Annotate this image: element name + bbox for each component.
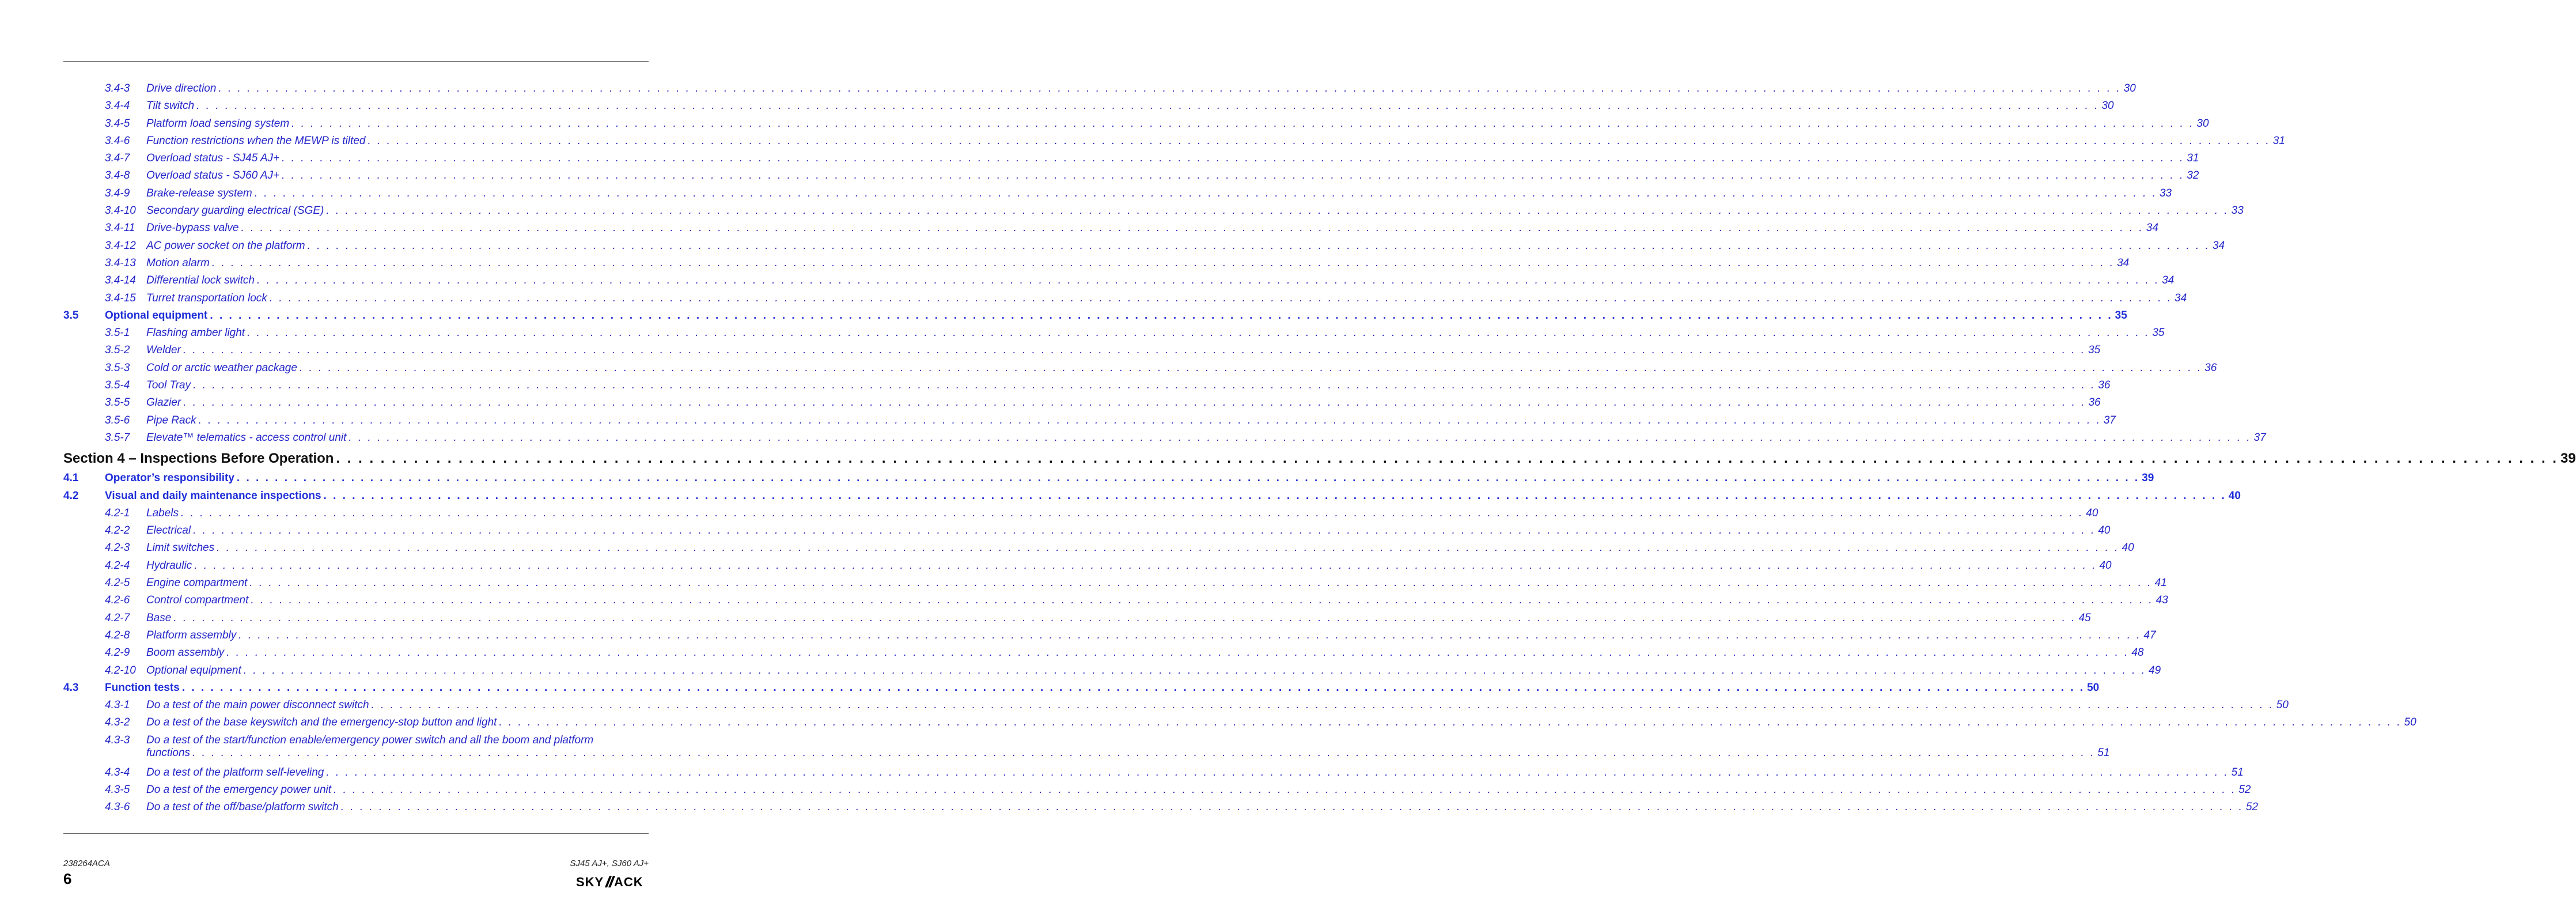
toc-entry-title: Do a test of the base keyswitch and the emergency-stop button and light xyxy=(146,716,497,729)
toc-entry-page: 36 xyxy=(2098,379,2111,392)
toc-entry-title-block xyxy=(146,524,2111,537)
toc-entry[interactable] xyxy=(63,395,2101,412)
toc-entry-page: 33 xyxy=(2159,187,2172,199)
dot-leader: . . . . . . . . . . . . . . . . . . . . . . . . . . . . . . . . . . . . . . . . . . . . . . . . . . . . . . . . . . . . . . . . . . . . . . . . . . . . . . . . . . . . . . . . . . . . . . . . . . . . . . . . . . . . . . . . . . . . . . . . . . . . . . . . . . . . . . . . . . . . . . . . . . . . . . . . . . . . . . . . . . . . . . . . . . . . . . . . . . . . . . . . . . . . . . . . . . . . . . . . xyxy=(247,327,2150,339)
toc-entry-title-block xyxy=(146,507,2098,520)
toc-entry-title: Function restrictions when the MEWP is tilted xyxy=(146,134,366,147)
toc-entry-page: 50 xyxy=(2276,699,2289,712)
dot-leader: . . . . . . . . . . . . . . . . . . . . . . . . . . . . . . . . . . . . . . . . . . . . . . . . . . . . . . . . . . . . . . . . . . . . . . . . . . . . . . . . . . . . . . . . . . . . . . . . . . . . . . . . . . . . . . . . . . . . . . . . . . . . . . . . . . . . . . . . . . . . . . . . . . . . . . . . . . . . . . . . . . . . . . . . . . . . . . . . . . . . . . . . . . . . . . . . . . . . . . . . xyxy=(299,361,2203,374)
dot-leader: . . . . . . . . . . . . . . . . . . . . . . . . . . . . . . . . . . . . . . . . . . . . . . . . . . . . . . . . . . . . . . . . . . . . . . . . . . . . . . . . . . . . . . . . . . . . . . . . . . . . . . . . . . . . . . . . . . . . . . . . . . . . . . . . . . . . . . . . . . . . . . . . . . . . . . . . . . . . . . . . . . . . . . . . . . . . . . . . . . . . . . . . . . . . . . . . . . . . . . . . xyxy=(291,117,2195,130)
toc-entry-title: Control compartment xyxy=(146,594,249,607)
dot-leader: . . . . . . . . . . . . . . . . . . . . . . . . . . . . . . . . . . . . . . . . . . . . . . . . . . . . . . . . . . . . . . . . . . . . . . . . . . . . . . . . . . . . . . . . . . . . . . . . . . . . . . . . . . . . . . . . . . . . . . . . . . . . . . . . . . . . . . . . . . . . . . . . . . . . . . . . . . . . . . . . . . . . . . . . . . . . . . . . . . . . . . . . . . . . . . . . . . . . . . . . xyxy=(181,681,2085,694)
toc-entry[interactable] xyxy=(63,168,2199,185)
toc-entry-title-block xyxy=(146,222,2158,235)
toc-entry-number: 3.5 xyxy=(63,309,79,322)
dot-leader: . . . . . . . . . . . . . . . . . . . . . . . . . . . . . . . . . . . . . . . . . . . . . . . . . . . . . . . . . . . . . . . . . . . . . . . . . . . . . . . . . . . . . . . . . . . . . . . . . . . . . . . . . . . . . . . . . . . . . . . . . . . . . . . . . . . . . . . . . . . . . . . . . . . . . . . . . . . . . . . . . . . . . . . . . . . . . . . . . . . . . . . . . . . . . . . . . . . . . . . . xyxy=(307,239,2210,252)
toc-entry-page: 51 xyxy=(2097,746,2110,759)
toc-entry-page: 30 xyxy=(2101,100,2114,112)
toc-entry[interactable] xyxy=(63,308,2127,325)
toc-entry-title: Operator’s responsibility xyxy=(105,472,234,485)
toc-entry-title-block xyxy=(146,117,2209,130)
dot-leader: . . . . . . . . . . . . . . . . . . . . . . . . . . . . . . . . . . . . . . . . . . . . . . . . . . . . . . . . . . . . . . . . . . . . . . . . . . . . . . . . . . . . . . . . . . . . . . . . . . . . . . . . . . . . . . . . . . . . . . . . . . . . . . . . . . . . . . . . . . . . . . . . . . . . . . . . . . . . . . . . . . . . . . . . . . . . . . . . . . . . . . . . . . . . . . . . . . . . . . . . xyxy=(236,472,2140,485)
toc-entry-page: 32 xyxy=(2187,169,2199,182)
toc-entry[interactable] xyxy=(63,255,2130,273)
dot-leader: . . . . . . . . . . . . . . . . . . . . . . . . . . . . . . . . . . . . . . . . . . . . . . . . . . . . . . . . . . . . . . . . . . . . . . . . . . . . . . . . . . . . . . . . . . . . . . . . . . . . . . . . . . . . . . . . . . . . . . . . . . . . . . . . . . . . . . . . . . . . . . . . . . . . . . . . . . . . . . . . . . . . . . . . . . . . . . . . . . . . . . . . . . . . . . . . . . . . . . . . xyxy=(371,699,2274,712)
toc-entry-page: 50 xyxy=(2087,681,2100,694)
dot-leader: . . . . . . . . . . . . . . . . . . . . . . . . . . . . . . . . . . . . . . . . . . . . . . . . . . . . . . . . . . . . . . . . . . . . . . . . . . . . . . . . . . . . . . . . . . . . . . . . . . . . . . . . . . . . . . . . . . . . . . . . . . . . . . . . . . . . . . . . . . . . . . . . . . . . . . . . . . . . . . . . . . . . . . . . . . . . . . . . . . . . . . . . . . . . . . . . . . . . . . . . xyxy=(499,716,2402,729)
toc-entry-title-block xyxy=(146,734,2110,759)
dot-leader: . . . . . . . . . . . . . . . . . . . . . . . . . . . . . . . . . . . . . . . . . . . . . . . . . . . . . . . . . . . . . . . . . . . . . . . . . . . . . . . . . . . . . . . . . . . . . . . . . . . . . . . . . . . . . . . . . . . . . . . . . . . . . . . . . . . . . . . . . . . . . . . . . . . . . . . . . . . . . . . . . . . . . . . . . . . . . . . . . . . . . . . . . . . . . . . . . . . . . . . . xyxy=(226,647,2130,659)
toc-entry-title: Section 4 – Inspections Before Operation xyxy=(63,451,334,467)
toc-entry-title: Base xyxy=(146,611,172,624)
dot-leader: . . . . . . . . . . . . . . . . . . . . . . . . . . . . . . . . . . . . . . . . . . . . . . . . . . . . . . . . . . . . . . . . . . . . . . . . . . . . . . . . . . . . . . . . . . . . . . . . . . . . . . . . . . . . . . . . . . . . . . . . . . . . . . . . . . . . . . . . . . . . . . . . . . . . . . . . . . . . . . . . . . . . . . . . . . . . . . . . . . . . . . . . . . . . . . . . . . . . . . . . xyxy=(218,82,2122,95)
toc-entry-number: 3.4-9 xyxy=(105,187,130,199)
toc-entry-page: 47 xyxy=(2143,629,2156,641)
toc-entry[interactable] xyxy=(63,523,2111,540)
toc-entry-number: 3.4-12 xyxy=(105,239,136,252)
toc-entry[interactable] xyxy=(63,325,2165,342)
dot-leader: . . . . . . . . . . . . . . . . . . . . . . . . . . . . . . . . . . . . . . . . . . . . . . . . . . . . . . . . . . . . . . . . . . . . . . . . . . . . . . . . . . . . . . . . . . . . . . . . . . . . . . . . . . . . . . . . . . . . . . . . . . . . . . . . . . . . . . . . . . . . . . . . . . . . . . . . . . . . . . . . . . . . . . . . . . . . . . . . . . . . . . . . . . . . . . . . . . . . . . . . xyxy=(251,594,2154,607)
dot-leader: . . . . . . . . . . . . . . . . . . . . . . . . . . . . . . . . . . . . . . . . . . . . . . . . . . . . . . . . . . . . . . . . . . . . . . . . . . . . . . . . . . . . . . . . . . . . . . . . . . . . . . . . . . . . . . . . . . . . . . . . . . . . . . . . . . . . . . . . . . . . . . . . . . . . . . . . . . . . . . . . . . . . . . . . . . . . . . . . . . . . . . . . . . . . . . . . . . . . . . . . xyxy=(256,274,2160,287)
toc-entry-number: 4.2-3 xyxy=(105,542,130,554)
toc-entry[interactable] xyxy=(63,203,2244,220)
toc-entry-page: 31 xyxy=(2187,152,2199,165)
toc-entry-page: 50 xyxy=(2404,716,2416,729)
toc-entry-title-block xyxy=(105,472,2154,485)
toc-entry-title-block xyxy=(146,594,2168,607)
toc-entry-number: 4.2 xyxy=(63,489,79,502)
toc-entry-page: 40 xyxy=(2099,559,2112,572)
toc-entry-number: 3.4-8 xyxy=(105,169,130,182)
dot-leader: . . . . . . . . . . . . . . . . . . . . . . . . . . . . . . . . . . . . . . . . . . . . . . . . . . . . . . . . . . . . . . . . . . . . . . . . . . . . . . . . . . . . . . . . . . . . . . . . . . . . . . . . . . . . . . . . . . . . . . . . . . . . . . . . . . . . . . . . . . . . . . . . . . . . . . . . . . . . . . . . . . . . . . . . . . . . . . . . . . . . . . . . . . . . . . . . . . . . . . . . xyxy=(243,664,2147,677)
svg-text:SKY: SKY xyxy=(576,875,604,889)
toc-entry-page: 34 xyxy=(2117,256,2130,269)
toc-entry-title-block xyxy=(105,489,2241,502)
toc-entry[interactable] xyxy=(63,470,2154,488)
toc-entry[interactable] xyxy=(63,116,2209,133)
dot-leader: . . . . . . . . . . . . . . . . . . . . . . . . . . . . . . . . . . . . . . . . . . . . . . . . . . . . . . . . . . . . . . . . . . . . . . . . . . . . . . . . . . . . . . . . . . . . . . . . . . . . . . . . . . . . . . . . . . . . . . . . . . . . . . . . . . . . . . . . . . . . . . . . . . . . . . . . . . . . . . . . . . . . . . . . . . . . . . . . . . . . . . . . . . . . . . . . . . . . . . . . xyxy=(326,766,2229,779)
toc-entry-title: Boom assembly xyxy=(146,647,225,659)
toc-entry-number: 3.4-14 xyxy=(105,274,136,287)
toc-entry-title: Platform load sensing system xyxy=(146,117,290,130)
toc-entry-title: Do a test of the start/function enable/emergency power switch and all the boom and platform xyxy=(146,734,594,746)
toc-entry-title: Tilt switch xyxy=(146,100,195,112)
toc-entry-title: Optional equipment xyxy=(146,664,241,677)
toc-entry-number: 3.5-4 xyxy=(105,379,130,392)
toc-entry[interactable] xyxy=(63,449,2576,470)
table-of-contents xyxy=(63,81,2576,817)
toc-entry-title: Drive-bypass valve xyxy=(146,222,239,235)
toc-entry-title: Labels xyxy=(146,507,179,519)
toc-entry-title: Glazier xyxy=(146,396,181,409)
dot-leader: . . . . . . . . . . . . . . . . . . . . . . . . . . . . . . . . . . . . . . . . . . . . . . . . . . . . . . . . . . . . . . . . . . . . . . . . . . . . . . . . . . . . . . . . . . . . . . . . . . . . . . . . . . . . . . . . . . . . . . . . . . . . . . . . . . . . . . . . . . . . . . . . . . . . . . . . . . . . . . . . . . . . . . . . . . . . . . . . . . . . . . . . . . . . . . . . . . . . . . . . xyxy=(198,414,2101,426)
toc-entry-title: Electrical xyxy=(146,524,191,537)
toc-entry-title: Differential lock switch xyxy=(146,274,255,287)
toc-entry[interactable] xyxy=(63,715,2416,732)
toc-entry-page: 35 xyxy=(2152,327,2165,339)
toc-entry-page: 40 xyxy=(2122,542,2134,554)
toc-entry-title-block xyxy=(146,274,2175,287)
toc-entry-title-block xyxy=(146,611,2091,625)
dot-leader: . . . . . . . . . . . . . . . . . . . . . . . . . . . . . . . . . . . . . . . . . . . . . . . . . . . . . . . . . . . . . . . . . . . . . . . . . . . . . . . . . . . . . . . . . . . . . . . . . . . . . . . . . . . . . . . . . . . . . . . . . . . . . . . . . . . . . . . . . . . . . . . . . . . . . . . . . . . . . . . . . . . . . . . . . . . . . . . . . . . . . . . . . . . . . . . . . . . . . . . . xyxy=(183,396,2086,409)
footer-rule xyxy=(63,833,649,834)
toc-entry-number: 3.4-7 xyxy=(105,152,130,165)
dot-leader: . . . . . . . . . . . . . . . . . . . . . . . . . . . . . . . . . . . . . . . . . . . . . . . . . . . . . . . . . . . . . . . . . . . . . . . . . . . . . . . . . . . . . . . . . . . . . . . . . . . . . . . . . . . . . . . . . . . . . . . . . . . . . . . . . . . . . . . . . . . . . . . . . . . . . . . . . . . . . . . . . . . . . . . . . . . . . . . . . . . . . . . . . . . . . . . . . . . . . . . . xyxy=(173,611,2077,624)
toc-entry-title: Platform assembly xyxy=(146,629,237,641)
toc-entry-title-block xyxy=(146,256,2130,270)
toc-entry-page: 51 xyxy=(2231,766,2244,779)
toc-entry-page: 40 xyxy=(2086,507,2098,519)
toc-entry[interactable] xyxy=(63,273,2175,290)
toc-entry-title-block xyxy=(146,431,2266,444)
dot-leader: . . . . . . . . . . . . . . . . . . . . . . . . . . . . . . . . . . . . . . . . . . . . . . . . . . . . . . . . . . . . . . . . . . . . . . . . . . . . . . . . . . . . . . . . . . . . . . . . . . . . . . . . . . . . . . . . . . . . . . . . . . . . . . . . . . . . . . . . . . . . . . . . . . . . . . . . . . . . . . . . . . . . . . . . . . . . . . . . . . . . . . . . . . . . . . . . . . . . . . . . xyxy=(192,746,2096,759)
toc-entry-page: 37 xyxy=(2253,431,2266,444)
toc-entry-title: Drive direction xyxy=(146,82,217,95)
toc-entry-title-block xyxy=(146,327,2165,339)
toc-entry-title: Overload status - SJ60 AJ+ xyxy=(146,169,280,182)
dot-leader: . . . . . . . . . . . . . . . . . . . . . . . . . . . . . . . . . . . . . . . . . . . . . . . . . . . . . . . . . . . . . . . . . . . . . . . . . . . . . . . . . . . . . . . . . . . . . . . . . . . . . . . . . . . . . . . . . . . . . . . . . . . . . . . . . . . . . . . . . . . . . . . . . . . . . . . . . . . . . . . . . . . . . . . . . . . . . . . . . . . . . . . . . . . . . . . . . . . . . . . . xyxy=(241,222,2144,235)
toc-entry-title-block xyxy=(105,681,2100,694)
toc-entry[interactable] xyxy=(63,610,2091,628)
dot-leader: . . . . . . . . . . . . . . . . . . . . . . . . . . . . . . . . . . . . . . . . . . . . . . . . . . . . . . . . . . . . . . . . . . . . . . . . . . . . . . . . . . . . . . . . . . . . . . . . . . . . . . . . . . . . . . . . . . . . . . . . . . . . . . . . . . . . . . . . . . . . . . . . . . . . . . . . . . . . . . . . . . . . . . . . . . . . . . . . . . . . . . . . . . . . . . . . . . . . . . . . xyxy=(269,292,2173,304)
toc-entry-title-block xyxy=(146,239,2225,252)
toc-entry-page: 49 xyxy=(2149,664,2161,677)
dot-leader: . . . . . . . . . . . . . . . . . . . . . . . . . . . . . . . . . . . . . . . . . . . . . . . . . . . . . . . . . . . . . . . . . . . . . . . . . . . . . . . . . . . . . . . . . . . . . . . . . . . . . . . . . . . . . . . . . . . . . . . . . . . . . . . . . . . . . . . . . . . . . . . . . . . . . . . . . . . . . . . . . . . . . . . . . . . . . . . . . . . . . . . . . . . . . . . . . . . . . . . . xyxy=(193,379,2096,392)
toc-entry-number: 3.5-5 xyxy=(105,396,130,409)
toc-entry-number: 3.4-10 xyxy=(105,205,136,217)
model-names: SJ45 AJ+, SJ60 AJ+ xyxy=(570,859,649,868)
toc-entry-title: Flashing amber light xyxy=(146,327,245,339)
toc-entry-title-block xyxy=(146,379,2111,392)
toc-entry[interactable] xyxy=(63,430,2266,447)
toc-entry[interactable] xyxy=(63,81,2136,98)
toc-entry-title-block xyxy=(63,451,2576,467)
toc-entry-page: 31 xyxy=(2272,134,2285,147)
toc-entry-number: 4.3-6 xyxy=(105,801,130,814)
toc-entry-title: Motion alarm xyxy=(146,256,210,269)
toc-entry-page: 48 xyxy=(2131,647,2144,659)
toc-entry-page: 43 xyxy=(2155,594,2168,607)
toc-entry-title: Hydraulic xyxy=(146,559,192,572)
toc-entry-title: Cold or arctic weather package xyxy=(146,361,297,374)
toc-entry[interactable] xyxy=(63,575,2167,592)
toc-entry-number: 4.2-5 xyxy=(105,577,130,590)
toc-entry-number: 4.2-7 xyxy=(105,611,130,624)
toc-entry-title-block xyxy=(146,801,2259,814)
toc-entry-title: Turret transportation lock xyxy=(146,292,267,304)
dot-leader: . . . . . . . . . . . . . . . . . . . . . . . . . . . . . . . . . . . . . . . . . . . . . . . . . . . . . . . . . . . . . . . . . . . . . . . . . . . . . . . . . . . . . . . . . . . . . . . . . . . . . . . . . . . . . . . . . . . . . . . . . . . . . . . . . . . . . . . . . . . . . . . . . . . . . . . . . . . . . . . . . . . . . . . . . . . . . . . . . . . . . . . . . . . . . . . . . . . . . . . . xyxy=(282,152,2185,165)
dot-leader: . . . . . . . . . . . . . . . . . . . . . . . . . . . . . . . . . . . . . . . . . . . . . . . . . . . . . . . . . . . . . . . . . . . . . . . . . . . . . . . . . . . . . . . . . . . . . . . . . . . . . . . . . . . . . . . . . . . . . . . . . . . . . . . . . . . . . . . . . . . . . . . . . . . . . . . . . . . . . . . . . . . . . . . . . . . . . . . . . . . . . . . . . . . . . . . . . . . . . . . . xyxy=(336,451,2558,467)
toc-entry-number: 4.2-8 xyxy=(105,629,130,641)
dot-leader: . . . . . . . . . . . . . . . . . . . . . . . . . . . . . . . . . . . . . . . . . . . . . . . . . . . . . . . . . . . . . . . . . . . . . . . . . . . . . . . . . . . . . . . . . . . . . . . . . . . . . . . . . . . . . . . . . . . . . . . . . . . . . . . . . . . . . . . . . . . . . . . . . . . . . . . . . . . . . . . . . . . . . . . . . . . . . . . . . . . . . . . . . . . . . . . . . . . . . . . . xyxy=(334,783,2237,796)
dot-leader: . . . . . . . . . . . . . . . . . . . . . . . . . . . . . . . . . . . . . . . . . . . . . . . . . . . . . . . . . . . . . . . . . . . . . . . . . . . . . . . . . . . . . . . . . . . . . . . . . . . . . . . . . . . . . . . . . . . . . . . . . . . . . . . . . . . . . . . . . . . . . . . . . . . . . . . . . . . . . . . . . . . . . . . . . . . . . . . . . . . . . . . . . . . . . . . . . . . . . . . . xyxy=(323,489,2226,502)
toc-entry-page: 34 xyxy=(2212,239,2225,252)
dot-leader: . . . . . . . . . . . . . . . . . . . . . . . . . . . . . . . . . . . . . . . . . . . . . . . . . . . . . . . . . . . . . . . . . . . . . . . . . . . . . . . . . . . . . . . . . . . . . . . . . . . . . . . . . . . . . . . . . . . . . . . . . . . . . . . . . . . . . . . . . . . . . . . . . . . . . . . . . . . . . . . . . . . . . . . . . . . . . . . . . . . . . . . . . . . . . . . . . . . . . . . . xyxy=(238,629,2142,641)
toc-entry[interactable] xyxy=(63,220,2158,237)
toc-entry-number: 4.1 xyxy=(63,472,79,485)
toc-entry-title: Limit switches xyxy=(146,542,215,554)
toc-entry-number: 4.2-4 xyxy=(105,559,130,572)
toc-entry-page: 34 xyxy=(2175,292,2187,304)
toc-entry-page: 45 xyxy=(2078,611,2091,624)
dot-leader: . . . . . . . . . . . . . . . . . . . . . . . . . . . . . . . . . . . . . . . . . . . . . . . . . . . . . . . . . . . . . . . . . . . . . . . . . . . . . . . . . . . . . . . . . . . . . . . . . . . . . . . . . . . . . . . . . . . . . . . . . . . . . . . . . . . . . . . . . . . . . . . . . . . . . . . . . . . . . . . . . . . . . . . . . . . . . . . . . . . . . . . . . . . . . . . . . . . . . . . . xyxy=(282,169,2185,182)
dot-leader: . . . . . . . . . . . . . . . . . . . . . . . . . . . . . . . . . . . . . . . . . . . . . . . . . . . . . . . . . . . . . . . . . . . . . . . . . . . . . . . . . . . . . . . . . . . . . . . . . . . . . . . . . . . . . . . . . . . . . . . . . . . . . . . . . . . . . . . . . . . . . . . . . . . . . . . . . . . . . . . . . . . . . . . . . . . . . . . . . . . . . . . . . . . . . . . . . . . . . . . . xyxy=(196,100,2100,112)
toc-entry-title: Optional equipment xyxy=(105,309,208,322)
toc-entry-title-block xyxy=(146,169,2199,182)
toc-entry-page: 34 xyxy=(2146,222,2158,235)
toc-entry-title-block xyxy=(146,629,2156,642)
toc-entry-number: 4.3-1 xyxy=(105,699,130,712)
skyjack-logo xyxy=(576,874,649,889)
toc-entry-page: 35 xyxy=(2115,309,2127,322)
toc-entry[interactable] xyxy=(63,663,2161,680)
toc-entry-title-block xyxy=(146,205,2244,217)
toc-entry-number: 4.3 xyxy=(63,681,79,694)
dot-leader: . . . . . . . . . . . . . . . . . . . . . . . . . . . . . . . . . . . . . . . . . . . . . . . . . . . . . . . . . . . . . . . . . . . . . . . . . . . . . . . . . . . . . . . . . . . . . . . . . . . . . . . . . . . . . . . . . . . . . . . . . . . . . . . . . . . . . . . . . . . . . . . . . . . . . . . . . . . . . . . . . . . . . . . . . . . . . . . . . . . . . . . . . . . . . . . . . . . . . . . . xyxy=(348,431,2252,444)
toc-entry-page: 36 xyxy=(2204,361,2217,374)
toc-entry[interactable] xyxy=(63,765,2244,782)
toc-entry[interactable] xyxy=(63,645,2144,662)
toc-entry-title: Secondary guarding electrical (SGE) xyxy=(146,205,324,217)
toc-entry-title: Pipe Rack xyxy=(146,414,196,426)
toc-entry-page: 37 xyxy=(2103,414,2116,426)
dot-leader: . . . . . . . . . . . . . . . . . . . . . . . . . . . . . . . . . . . . . . . . . . . . . . . . . . . . . . . . . . . . . . . . . . . . . . . . . . . . . . . . . . . . . . . . . . . . . . . . . . . . . . . . . . . . . . . . . . . . . . . . . . . . . . . . . . . . . . . . . . . . . . . . . . . . . . . . . . . . . . . . . . . . . . . . . . . . . . . . . . . . . . . . . . . . . . . . . . . . . . . . xyxy=(193,524,2096,537)
toc-entry-title-block xyxy=(146,716,2416,729)
header-rule xyxy=(63,61,649,62)
toc-entry-title-block xyxy=(146,577,2167,590)
toc-entry-page: 40 xyxy=(2228,489,2241,502)
toc-entry[interactable] xyxy=(63,98,2114,115)
toc-entry-title: Engine compartment xyxy=(146,577,248,590)
toc-entry[interactable] xyxy=(63,488,2241,505)
toc-entry-number: 3.4-5 xyxy=(105,117,130,130)
toc-entry-page: 52 xyxy=(2238,783,2251,796)
toc-entry[interactable] xyxy=(63,290,2187,308)
toc-entry-title: Do a test of the platform self-leveling xyxy=(146,766,324,779)
toc-entry[interactable] xyxy=(63,150,2199,168)
toc-entry-page: 52 xyxy=(2245,801,2259,814)
toc-entry-title: Do a test of the emergency power unit xyxy=(146,783,332,796)
toc-entry-title: Welder xyxy=(146,344,181,357)
toc-entry-title: Do a test of the off/base/platform switch xyxy=(146,801,339,814)
toc-entry-number: 4.2-9 xyxy=(105,647,130,659)
toc-entry[interactable] xyxy=(63,680,2100,697)
toc-entry-number: 3.5-3 xyxy=(105,361,130,374)
toc-entry-number: 4.3-3 xyxy=(105,734,130,746)
toc-entry-title-block xyxy=(146,783,2251,796)
toc-entry[interactable] xyxy=(63,377,2111,395)
toc-entry-number: 4.3-4 xyxy=(105,766,130,779)
toc-entry[interactable] xyxy=(63,540,2134,557)
svg-text:ACK: ACK xyxy=(614,875,643,889)
toc-entry-title-continued: functions xyxy=(146,746,191,759)
toc-entry-title: Tool Tray xyxy=(146,379,191,392)
dot-leader: . . . . . . . . . . . . . . . . . . . . . . . . . . . . . . . . . . . . . . . . . . . . . . . . . . . . . . . . . . . . . . . . . . . . . . . . . . . . . . . . . . . . . . . . . . . . . . . . . . . . . . . . . . . . . . . . . . . . . . . . . . . . . . . . . . . . . . . . . . . . . . . . . . . . . . . . . . . . . . . . . . . . . . . . . . . . . . . . . . . . . . . . . . . . . . . . . . . . . . . . xyxy=(181,507,2084,519)
dot-leader: . . . . . . . . . . . . . . . . . . . . . . . . . . . . . . . . . . . . . . . . . . . . . . . . . . . . . . . . . . . . . . . . . . . . . . . . . . . . . . . . . . . . . . . . . . . . . . . . . . . . . . . . . . . . . . . . . . . . . . . . . . . . . . . . . . . . . . . . . . . . . . . . . . . . . . . . . . . . . . . . . . . . . . . . . . . . . . . . . . . . . . . . . . . . . . . . . . . . . . . . xyxy=(249,577,2153,590)
toc-entry-page: 36 xyxy=(2088,396,2101,409)
dot-leader: . . . . . . . . . . . . . . . . . . . . . . . . . . . . . . . . . . . . . . . . . . . . . . . . . . . . . . . . . . . . . . . . . . . . . . . . . . . . . . . . . . . . . . . . . . . . . . . . . . . . . . . . . . . . . . . . . . . . . . . . . . . . . . . . . . . . . . . . . . . . . . . . . . . . . . . . . . . . . . . . . . . . . . . . . . . . . . . . . . . . . . . . . . . . . . . . . . . . . . . . xyxy=(340,801,2244,814)
toc-entry-title-block xyxy=(146,361,2217,375)
toc-entry-number: 3.5-1 xyxy=(105,327,130,339)
toc-entry-title-block xyxy=(146,559,2112,572)
dot-leader: . . . . . . . . . . . . . . . . . . . . . . . . . . . . . . . . . . . . . . . . . . . . . . . . . . . . . . . . . . . . . . . . . . . . . . . . . . . . . . . . . . . . . . . . . . . . . . . . . . . . . . . . . . . . . . . . . . . . . . . . . . . . . . . . . . . . . . . . . . . . . . . . . . . . . . . . . . . . . . . . . . . . . . . . . . . . . . . . . . . . . . . . . . . . . . . . . . . . . . . . xyxy=(254,187,2157,199)
toc-entry-number: 4.2-10 xyxy=(105,664,136,677)
dot-leader: . . . . . . . . . . . . . . . . . . . . . . . . . . . . . . . . . . . . . . . . . . . . . . . . . . . . . . . . . . . . . . . . . . . . . . . . . . . . . . . . . . . . . . . . . . . . . . . . . . . . . . . . . . . . . . . . . . . . . . . . . . . . . . . . . . . . . . . . . . . . . . . . . . . . . . . . . . . . . . . . . . . . . . . . . . . . . . . . . . . . . . . . . . . . . . . . . . . . . . . . xyxy=(211,256,2115,269)
toc-entry-page: 35 xyxy=(2088,344,2101,357)
toc-entry[interactable] xyxy=(63,799,2259,817)
toc-entry-number: 4.2-6 xyxy=(105,594,130,607)
toc-entry-title-block xyxy=(146,187,2172,200)
toc-entry[interactable] xyxy=(63,628,2156,645)
toc-entry[interactable] xyxy=(63,238,2225,255)
toc-entry[interactable] xyxy=(63,697,2289,715)
toc-entry-title: AC power socket on the platform xyxy=(146,239,305,252)
toc-entry-title: Brake-release system xyxy=(146,187,252,199)
toc-entry[interactable] xyxy=(63,186,2172,203)
toc-entry-number: 3.4-15 xyxy=(105,292,136,304)
toc-entry-title-block xyxy=(146,699,2289,712)
toc-entry-number: 3.5-7 xyxy=(105,431,130,444)
toc-entry-number: 3.5-6 xyxy=(105,414,130,426)
toc-entry-title-block xyxy=(146,414,2116,427)
toc-entry-number: 3.4-13 xyxy=(105,256,136,269)
toc-entry[interactable] xyxy=(63,558,2112,575)
toc-entry-number: 3.4-6 xyxy=(105,134,130,147)
dot-leader: . . . . . . . . . . . . . . . . . . . . . . . . . . . . . . . . . . . . . . . . . . . . . . . . . . . . . . . . . . . . . . . . . . . . . . . . . . . . . . . . . . . . . . . . . . . . . . . . . . . . . . . . . . . . . . . . . . . . . . . . . . . . . . . . . . . . . . . . . . . . . . . . . . . . . . . . . . . . . . . . . . . . . . . . . . . . . . . . . . . . . . . . . . . . . . . . . . . . . . . . xyxy=(326,205,2229,217)
toc-entry-page: 41 xyxy=(2154,577,2167,590)
toc-entry[interactable] xyxy=(63,505,2098,523)
toc-entry-number: 4.2-1 xyxy=(105,507,130,519)
dot-leader: . . . . . . . . . . . . . . . . . . . . . . . . . . . . . . . . . . . . . . . . . . . . . . . . . . . . . . . . . . . . . . . . . . . . . . . . . . . . . . . . . . . . . . . . . . . . . . . . . . . . . . . . . . . . . . . . . . . . . . . . . . . . . . . . . . . . . . . . . . . . . . . . . . . . . . . . . . . . . . . . . . . . . . . . . . . . . . . . . . . . . . . . . . . . . . . . . . . . . . . . xyxy=(210,309,2113,322)
toc-entry[interactable] xyxy=(63,413,2116,430)
toc-entry-page: 34 xyxy=(2162,274,2175,287)
toc-entry-title: Function tests xyxy=(105,681,180,694)
toc-entry-page: 39 xyxy=(2142,472,2154,485)
toc-entry-number: 3.4-3 xyxy=(105,82,130,95)
toc-entry[interactable] xyxy=(63,592,2168,610)
toc-entry-page: 30 xyxy=(2196,117,2209,130)
dot-leader: . . . . . . . . . . . . . . . . . . . . . . . . . . . . . . . . . . . . . . . . . . . . . . . . . . . . . . . . . . . . . . . . . . . . . . . . . . . . . . . . . . . . . . . . . . . . . . . . . . . . . . . . . . . . . . . . . . . . . . . . . . . . . . . . . . . . . . . . . . . . . . . . . . . . . . . . . . . . . . . . . . . . . . . . . . . . . . . . . . . . . . . . . . . . . . . . . . . . . . . . xyxy=(194,559,2097,572)
toc-entry-title-block xyxy=(146,100,2114,112)
toc-entry-title-block xyxy=(146,396,2101,409)
toc-entry-number: 3.4-4 xyxy=(105,100,130,112)
toc-entry-page: 33 xyxy=(2231,205,2244,217)
toc-entry-number: 3.5-2 xyxy=(105,344,130,357)
document-number: 238264ACA xyxy=(63,859,110,868)
toc-entry-number: 4.3-2 xyxy=(105,716,130,729)
toc-entry-number: 3.4-11 xyxy=(105,222,135,235)
toc-entry[interactable] xyxy=(63,782,2251,799)
toc-entry-title-block xyxy=(146,292,2187,305)
toc-entry-page: 30 xyxy=(2123,82,2136,95)
toc-entry-title-block xyxy=(146,82,2136,95)
toc-entry-title: Visual and daily maintenance inspections xyxy=(105,489,321,502)
page-number: 6 xyxy=(63,870,72,887)
dot-leader: . . . . . . . . . . . . . . . . . . . . . . . . . . . . . . . . . . . . . . . . . . . . . . . . . . . . . . . . . . . . . . . . . . . . . . . . . . . . . . . . . . . . . . . . . . . . . . . . . . . . . . . . . . . . . . . . . . . . . . . . . . . . . . . . . . . . . . . . . . . . . . . . . . . . . . . . . . . . . . . . . . . . . . . . . . . . . . . . . . . . . . . . . . . . . . . . . . . . . . . . xyxy=(217,542,2120,554)
toc-entry-title-block xyxy=(146,664,2161,677)
toc-entry-number: 4.3-5 xyxy=(105,783,130,796)
toc-entry[interactable] xyxy=(63,360,2217,377)
toc-entry-title-block xyxy=(146,344,2101,357)
toc-entry-title: Do a test of the main power disconnect switch xyxy=(146,699,369,712)
toc-entry-title: Overload status - SJ45 AJ+ xyxy=(146,152,280,165)
toc-entry-title-block xyxy=(146,766,2244,779)
toc-entry[interactable] xyxy=(63,732,2110,765)
toc-entry-page: 40 xyxy=(2098,524,2111,537)
toc-entry-title-block xyxy=(146,152,2199,165)
toc-entry-title: Elevate™ telematics - access control unit xyxy=(146,431,347,444)
toc-entry-title-block xyxy=(146,542,2134,554)
toc-entry[interactable] xyxy=(63,342,2101,360)
toc-entry-page: 39 xyxy=(2560,451,2576,467)
toc-entry-title-block xyxy=(146,134,2285,148)
toc-entry-number: 4.2-2 xyxy=(105,524,130,537)
toc-entry-title-block xyxy=(146,647,2144,659)
toc-entry[interactable] xyxy=(63,133,2285,150)
dot-leader: . . . . . . . . . . . . . . . . . . . . . . . . . . . . . . . . . . . . . . . . . . . . . . . . . . . . . . . . . . . . . . . . . . . . . . . . . . . . . . . . . . . . . . . . . . . . . . . . . . . . . . . . . . . . . . . . . . . . . . . . . . . . . . . . . . . . . . . . . . . . . . . . . . . . . . . . . . . . . . . . . . . . . . . . . . . . . . . . . . . . . . . . . . . . . . . . . . . . . . . . xyxy=(368,134,2271,147)
toc-entry-title-block xyxy=(105,309,2127,322)
dot-leader: . . . . . . . . . . . . . . . . . . . . . . . . . . . . . . . . . . . . . . . . . . . . . . . . . . . . . . . . . . . . . . . . . . . . . . . . . . . . . . . . . . . . . . . . . . . . . . . . . . . . . . . . . . . . . . . . . . . . . . . . . . . . . . . . . . . . . . . . . . . . . . . . . . . . . . . . . . . . . . . . . . . . . . . . . . . . . . . . . . . . . . . . . . . . . . . . . . . . . . . . xyxy=(183,344,2086,357)
